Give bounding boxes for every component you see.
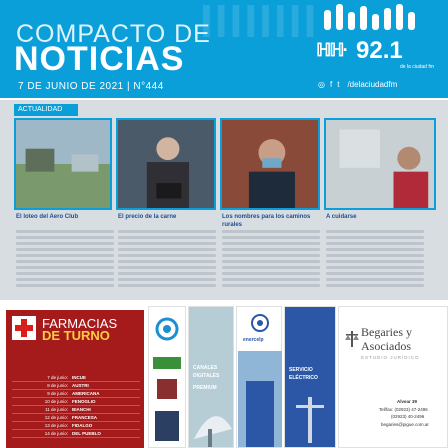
pharmacy-date: 14 de junio: xyxy=(44,431,68,436)
pharmacy-list xyxy=(12,374,140,438)
instagram-icon[interactable]: ◎ xyxy=(318,80,325,89)
pharmacies-title-line1: FARMACIAS xyxy=(42,316,118,331)
premium-label: PREMIUM xyxy=(193,385,217,391)
scales-of-justice-icon xyxy=(345,329,359,349)
servicio-label: SERVICIO xyxy=(289,367,313,373)
digital-channels-ad[interactable] xyxy=(188,306,234,448)
service-photo xyxy=(238,351,282,447)
pharmacy-name: INCUE xyxy=(72,375,87,380)
pharmacy-date: 12 de junio: xyxy=(44,415,68,420)
news-body-2 xyxy=(118,230,216,294)
pharmacies-ad xyxy=(6,310,144,448)
begaries-name: Begaries y xyxy=(361,325,412,339)
news-photo-aero-club[interactable] xyxy=(14,118,112,210)
pharmacy-row xyxy=(12,390,140,398)
pharmacy-row xyxy=(12,398,140,406)
header-title-line2: NOTICIAS xyxy=(14,40,185,78)
pharmacy-name: FENOGLIO xyxy=(72,399,96,404)
pharmacies-title-line2: DE TURNO xyxy=(42,328,110,343)
header-title-line1: COMPACTO DE xyxy=(16,20,211,48)
pharmacies-title xyxy=(42,318,117,342)
pharmacy-row xyxy=(12,406,140,414)
phone: Tel/fax: (02923) 47-2496 xyxy=(379,407,428,412)
satellite-dish-icon xyxy=(190,399,234,447)
pharmacy-row xyxy=(12,422,140,430)
enercelp-label: enercelp xyxy=(243,337,264,343)
address: Alvear 39 xyxy=(397,399,418,404)
electric-service-ad[interactable] xyxy=(284,306,336,448)
radio-subtitle: de la ciudad fm xyxy=(400,64,434,70)
news-headline-3[interactable]: Los nombres para los caminos rurales xyxy=(222,214,311,228)
radio-frequency: 92.1 xyxy=(356,37,403,64)
header-watermark: IIIIIIII xyxy=(200,0,319,47)
newsletter-header xyxy=(0,0,448,98)
enercelp-logo-icon xyxy=(250,313,270,333)
news-headline-1[interactable]: El loteo del Aero Club xyxy=(16,214,79,220)
news-photo-caminos[interactable] xyxy=(220,118,320,210)
pharmacy-name: DEL PUEBLO xyxy=(72,431,101,436)
pharmacy-name: BIANCHI xyxy=(72,407,91,412)
news-body-1 xyxy=(16,230,114,294)
pharmacy-date: 10 de junio: xyxy=(44,399,68,404)
canales-label: CANALES xyxy=(193,365,218,371)
section-tag: ACTUALIDAD xyxy=(14,104,78,116)
cable-ad[interactable] xyxy=(148,306,186,448)
phone-2: (02923) 40-2496 xyxy=(391,414,425,419)
radio-logo-waves xyxy=(318,4,428,30)
cable-logo-icon xyxy=(149,307,185,447)
pharmacy-date: 9 de junio: xyxy=(47,391,68,396)
news-photo-carne[interactable] xyxy=(116,118,216,210)
pharmacy-name: FRANCESA xyxy=(72,415,98,420)
pharmacy-row xyxy=(12,374,140,382)
twitter-icon[interactable]: t xyxy=(337,80,340,89)
begaries-tagline: ESTUDIO JURÍDICO xyxy=(361,355,420,360)
facebook-icon[interactable]: f xyxy=(329,80,333,89)
social-handle: /delaciudadfm xyxy=(347,80,398,89)
news-headline-2[interactable]: El precio de la carne xyxy=(118,214,177,220)
news-headline-4[interactable]: A cuidarse xyxy=(326,214,357,220)
digitales-label: DIGITALES xyxy=(193,373,220,379)
electrico-label: ELÉCTRICO xyxy=(289,375,318,381)
begaries-ad[interactable] xyxy=(338,306,448,448)
pharmacy-date: 8 de junio: xyxy=(47,383,68,388)
pharmacy-date: 7 de junio: xyxy=(47,375,68,380)
news-body-4 xyxy=(326,230,424,294)
pharmacy-row xyxy=(12,430,140,438)
social-bar xyxy=(318,80,397,89)
email[interactable]: begaries@pigue.com.ar xyxy=(381,422,429,427)
pharmacy-name: FIDALGO xyxy=(72,423,93,428)
news-photo-cuidarse[interactable] xyxy=(324,118,436,210)
pharmacy-row xyxy=(12,382,140,390)
pharmacy-cross-icon xyxy=(12,316,36,340)
news-body-3 xyxy=(222,230,320,294)
pharmacy-name: AUSTRI xyxy=(72,383,89,388)
begaries-sub: Asociados xyxy=(361,339,411,353)
issue-date: 7 DE JUNIO DE 2021 | N°444 xyxy=(18,81,164,92)
pharmacy-date: 11 de junio: xyxy=(45,407,68,412)
pharmacy-date: 13 de junio: xyxy=(44,423,68,428)
utility-pole-icon xyxy=(286,395,336,445)
radio-logo-icon: ℍℍ· xyxy=(316,40,347,60)
enercelp-ad[interactable] xyxy=(236,306,282,448)
pharmacy-row xyxy=(12,414,140,422)
pharmacy-name: AMERICANA xyxy=(72,391,100,396)
